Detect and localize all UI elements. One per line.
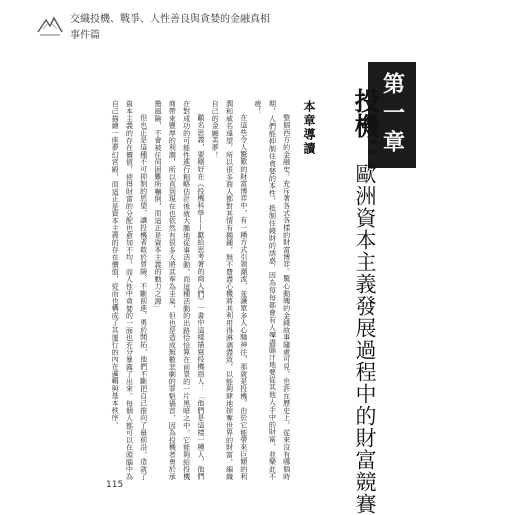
running-header-title: 交織投機、戰爭、人性善良與貪婪的金融真相 bbox=[70, 14, 270, 25]
guide-paragraph-3: 顧名思義，要剛好在《投機科學——獻給思考著的商人們》一書中這樣描寫投機商人：「他們是這樣一種人，他們在對成功的可能性進行粗略估計後就大膽地從事活動，而這種活動的出路恰恰算在前景的一片黑暗之中。它能夠給投機商帶來豐厚的利潤，所以直到現在也依然有很多人將其奉為圭臬，但也是造成無數悲劇的罪魁禍首，因為投機者勇於承擔風險，不會被任何困難所嚇倒，而這正是資本主義的動力之源」 bbox=[154, 100, 206, 480]
guide-heading: 本章導讀 bbox=[302, 100, 316, 156]
chapter-title-lead: 投機： bbox=[351, 88, 380, 163]
page-number: 115 bbox=[106, 480, 124, 490]
guide-paragraph-4: 但也正是這種不可抑制的慾望，讓投機者敢於冒險、不斷前進、勇於開拓，他們不斷把自己推向了最前沿，造就了資本主義的存在價值，使得財富的分配也愈加不均，而人性中貪婪的一面也充分暴露了出來。每個人都可以在頭腦中為自己描繪一座夢幻宮殿，而這正是資本主義的存在價值，從而也構成了其運行的內在邏輯與基本秩序。 bbox=[111, 100, 149, 480]
chapter-title-rest: 歐洲資本主義發展過程中的財富競賽 bbox=[353, 163, 377, 515]
chapter-title bbox=[334, 88, 380, 515]
running-header-section: 事件篇 bbox=[70, 30, 100, 41]
guide-paragraph-2: 在這些令人驚歎的財富博弈中，有一種方式引領潮流，並讓眾多人心馳神往，那就是投機。由於它能帶來巨額的利潤和威名遠望，所以很多商人都對其情有獨鍾，無不費盡心機將其利用得淋漓盡致，以能夠肆地掠奪世界的財富，編織自己的金融美夢！ bbox=[211, 100, 249, 480]
chapter-label: 第一章 bbox=[368, 62, 416, 168]
header-ornament-icon bbox=[36, 12, 64, 38]
chapter-guide bbox=[108, 100, 316, 480]
guide-paragraph-1: 整個西方的金融史，充斥著各式各樣的財富博弈。驚心動魄的金錢故事隨處可見，也許在歷史上，從來沒有哪個時期，人們能抑制住貪婪的本性，抵制住錢財的誘惑，因為每每都會有人殫盡腦汁地要從其他人手中的財富，並樂此不疲！ bbox=[254, 100, 292, 480]
